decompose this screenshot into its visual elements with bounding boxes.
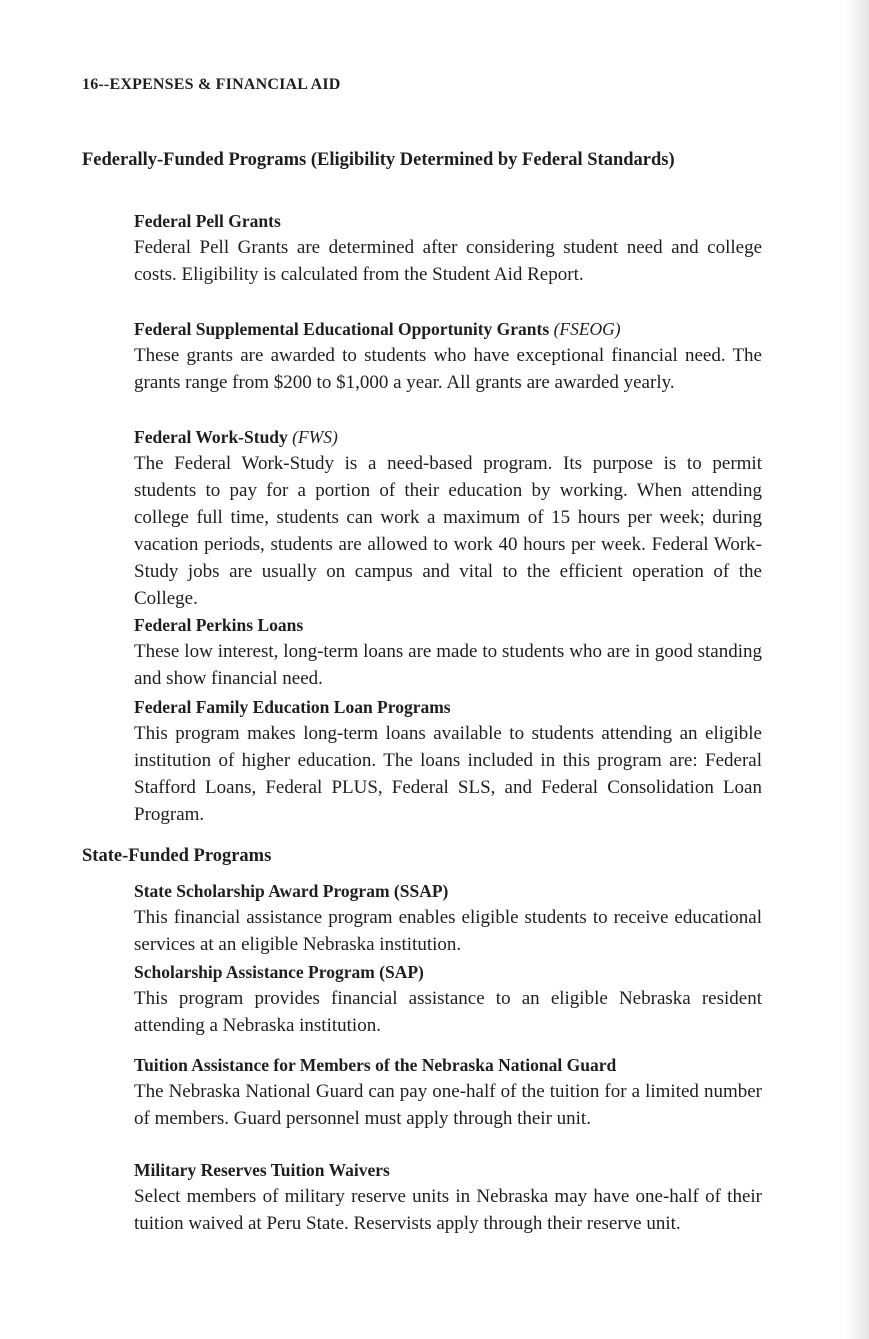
entry-title: Federal Family Education Loan Programs: [134, 697, 451, 717]
entry-national-guard-tuition: [134, 1052, 762, 1132]
entry-title: Federal Work-Study (FWS): [134, 427, 338, 447]
entry-body: These low interest, long-term loans are made to students who are in good standing and show financial need.: [134, 641, 762, 689]
federal-programs-heading: Federally-Funded Programs (Eligibility Determined by Federal Standards): [82, 150, 675, 170]
entry-federal-fseog: [134, 316, 762, 396]
entry-body: This program provides financial assistance to an eligible Nebraska resident attending a Nebraska institution.: [134, 988, 762, 1036]
entry-body: Select members of military reserve units in Nebraska may have one-half of their tuition waived at Peru State. Reservists apply through their reserve unit.: [134, 1186, 762, 1234]
entry-abbreviation: (FWS): [292, 427, 338, 447]
entry-title: Federal Supplemental Educational Opportunity Grants (FSEOG): [134, 319, 621, 339]
entry-federal-perkins-loans: [134, 612, 762, 692]
entry-body: The Nebraska National Guard can pay one-half of the tuition for a limited number of members. Guard personnel must apply through their unit.: [134, 1081, 762, 1129]
entry-title: Tuition Assistance for Members of the Nebraska National Guard: [134, 1055, 617, 1075]
entry-title: Federal Perkins Loans: [134, 615, 304, 635]
entry-federal-pell-grants: [134, 208, 762, 288]
entry-federal-work-study: [134, 424, 762, 612]
running-head: 16--EXPENSES & FINANCIAL AID: [82, 76, 341, 93]
entry-body: Federal Pell Grants are determined after considering student need and college costs. Eligibility is calculated from the Student Aid Report.: [134, 237, 762, 285]
state-programs-heading: State-Funded Programs: [82, 846, 272, 866]
entry-title: Military Reserves Tuition Waivers: [134, 1160, 390, 1180]
entry-federal-family-education-loans: [134, 694, 762, 828]
entry-title: Federal Pell Grants: [134, 211, 281, 231]
entry-body: This financial assistance program enables eligible students to receive educational services at an eligible Nebraska institution.: [134, 907, 762, 955]
entry-abbreviation: (FSEOG): [553, 319, 621, 339]
entry-military-reserves-waivers: [134, 1157, 762, 1237]
entry-body: These grants are awarded to students who have exceptional financial need. The grants range from $200 to $1,000 a year. All grants are awarded yearly.: [134, 345, 762, 393]
entry-title: Scholarship Assistance Program (SAP): [134, 962, 424, 982]
entry-title: State Scholarship Award Program (SSAP): [134, 881, 449, 901]
entry-body: This program makes long-term loans available to students attending an eligible institution of higher education. The loans included in this program are: Federal Stafford Loans, Federal PLUS, Federal SLS, and Federal Consolidation Loan Program.: [134, 723, 762, 825]
entry-body: The Federal Work-Study is a need-based program. Its purpose is to permit students to pay for a portion of their education by working. When attending college full time, students can work a maximum of 15 hours per week; during vacation periods, students are allowed to work 40 hours per week. Federal Work-Study jobs are usually on campus and vital to the efficient operation of the College.: [134, 453, 762, 609]
entry-scholarship-assistance: [134, 959, 762, 1039]
entry-state-scholarship-award: [134, 878, 762, 958]
